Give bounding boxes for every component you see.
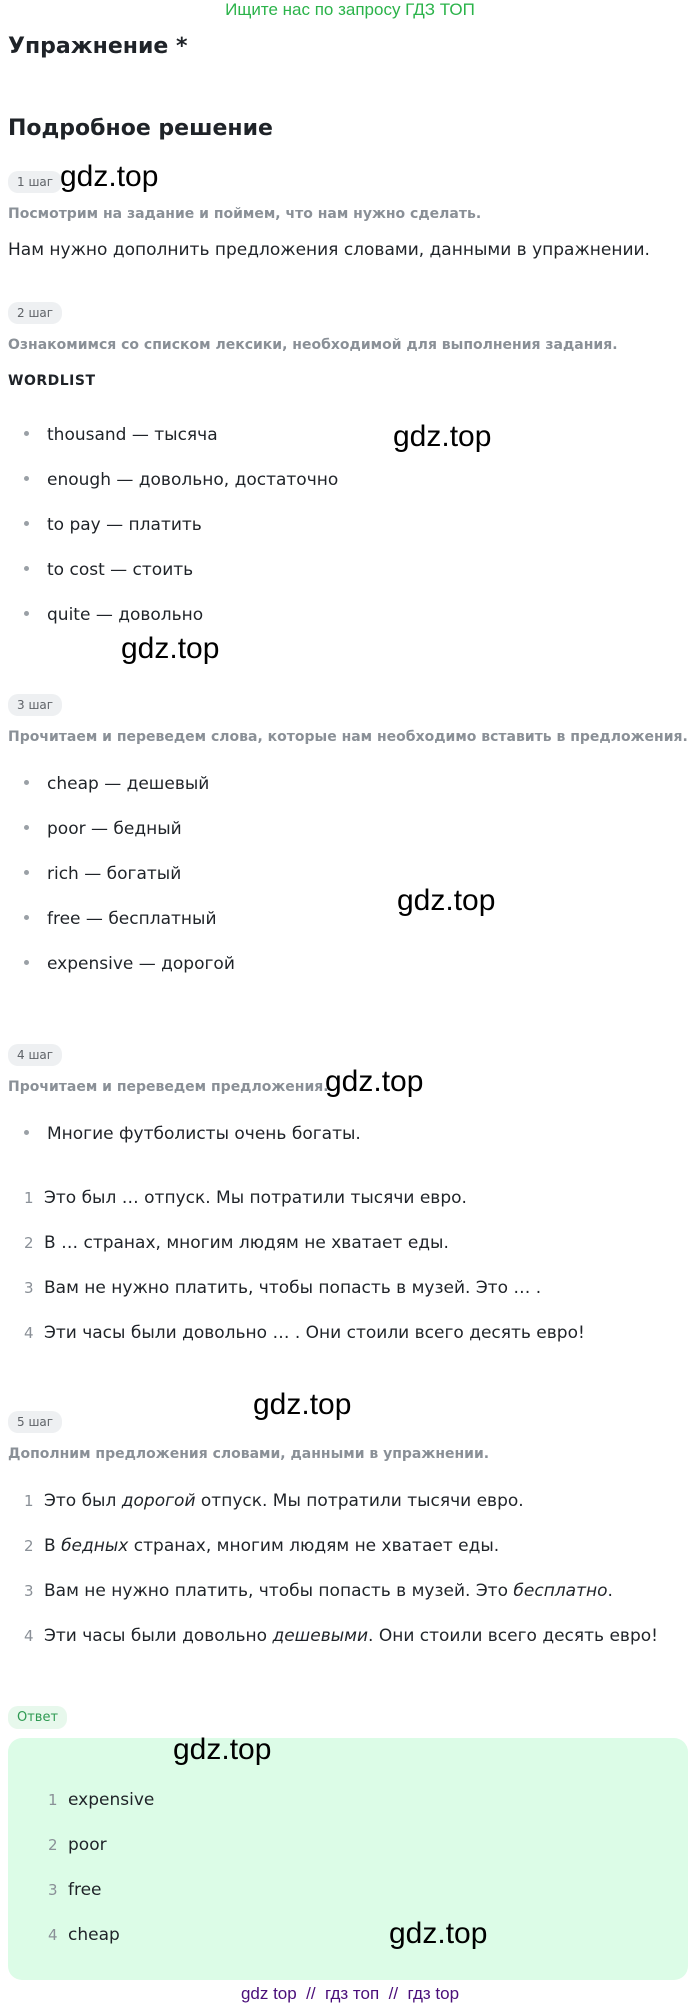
list-item: expensive — дорогой [24,954,235,974]
sentence-item: 1 Это был дорогой отпуск. Мы потратили тысячи евро. [24,1491,524,1511]
bullet-icon [24,611,29,616]
bullet-icon [24,431,29,436]
step-2-badge: 2 шаг [8,302,62,324]
solution-title: Подробное решение [8,116,273,141]
list-item: to pay — платить [24,515,202,535]
bullet-icon [24,476,29,481]
exercise-title: Упражнение * [8,34,188,59]
answer-item: 2 poor [48,1835,107,1855]
step-5-badge: 5 шаг [8,1411,62,1433]
list-item: to cost — стоить [24,560,193,580]
watermark: gdz.top [60,160,159,193]
sentence-item: 3 Вам не нужно платить, чтобы попасть в музей. Это … . [24,1278,542,1298]
watermark: gdz.top [253,1388,352,1421]
step-1-text: Нам нужно дополнить предложения словами, данными в упражнении. [8,240,650,260]
list-item: free — бесплатный [24,909,217,929]
watermark: gdz.top [173,1733,272,1766]
list-item: thousand — тысяча [24,425,218,445]
list-item: poor — бедный [24,819,182,839]
watermark: gdz.top [121,632,220,665]
list-item: rich — богатый [24,864,181,884]
top-banner[interactable]: Ищите нас по запросу ГДЗ ТОП [225,0,475,19]
step-4-badge: 4 шаг [8,1044,62,1066]
list-item: quite — довольно [24,605,203,625]
list-item: cheap — дешевый [24,774,209,794]
bullet-icon [24,825,29,830]
watermark: gdz.top [325,1065,424,1098]
step-5-hint: Дополним предложения словами, данными в упражнении. [8,1446,490,1462]
step-2-hint: Ознакомимся со списком лексики, необходимой для выполнения задания. [8,337,618,353]
sentence-item: 4 Эти часы были довольно дешевыми. Они стоили всего десять евро! [24,1626,658,1646]
list-item: enough — довольно, достаточно [24,470,338,490]
bullet-icon [24,566,29,571]
step-3-hint: Прочитаем и переведем слова, которые нам необходимо вставить в предложения. [8,729,688,745]
step-1-badge: 1 шаг [8,171,62,193]
sentence-item: 2 В … странах, многим людям не хватает еды. [24,1233,449,1253]
answer-item: 3 free [48,1880,102,1900]
sentence-item: 2 В бедных странах, многим людям не хватает еды. [24,1536,500,1556]
bullet-icon [24,915,29,920]
footer-links[interactable]: gdz top // гдз топ // гдз top [240,1984,460,2003]
step-3-badge: 3 шаг [8,694,62,716]
bullet-icon [24,870,29,875]
bullet-icon [24,960,29,965]
list-item: Многие футболисты очень богаты. [24,1124,361,1144]
sentence-item: 1 Это был … отпуск. Мы потратили тысячи евро. [24,1188,467,1208]
bullet-icon [24,521,29,526]
step-1-hint: Посмотрим на задание и поймем, что нам нужно сделать. [8,206,482,222]
answer-badge: Ответ [8,1706,67,1729]
wordlist-title: WORDLIST [8,373,96,389]
answer-item: 4 cheap [48,1925,120,1945]
sentence-item: 3 Вам не нужно платить, чтобы попасть в музей. Это бесплатно. [24,1581,613,1601]
step-4-hint: Прочитаем и переведем предложения. [8,1079,329,1095]
watermark: gdz.top [397,884,496,917]
sentence-item: 4 Эти часы были довольно … . Они стоили всего десять евро! [24,1323,585,1343]
watermark: gdz.top [393,420,492,453]
bullet-icon [24,1130,29,1135]
bullet-icon [24,780,29,785]
answer-item: 1 expensive [48,1790,155,1810]
watermark: gdz.top [389,1917,488,1950]
